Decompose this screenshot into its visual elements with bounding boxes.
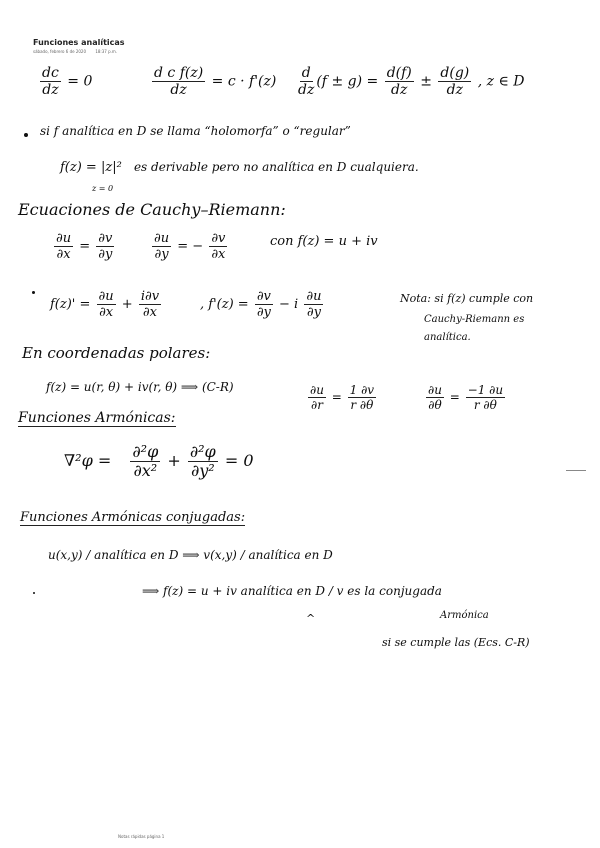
fp2-lhs: , f'(z) =	[200, 297, 249, 312]
bullet-dot-icon	[24, 133, 28, 137]
cr-equation-1	[52, 232, 116, 261]
fp2-b-den: ∂y	[306, 305, 321, 320]
polar-c-num: ∂u	[428, 383, 442, 397]
cr1-eq: =	[79, 239, 91, 254]
modulus-example	[60, 160, 419, 175]
laplace-a-num: ∂²φ	[132, 442, 159, 461]
rule-constant-rhs: = 0	[67, 73, 93, 90]
modulus-sub: z = 0	[92, 184, 114, 193]
derivative-formula-2	[200, 290, 325, 319]
polar-a-eq: =	[331, 390, 342, 404]
fp2-minus: − i	[279, 297, 299, 312]
note-line-2: Cauchy-Riemann es	[424, 314, 525, 325]
note-line-3: analítica.	[424, 332, 471, 343]
rule-sum	[296, 66, 524, 97]
polar-expression: f(z) = u(r, θ) + iv(r, θ) ⟹ (C-R)	[46, 380, 234, 394]
polar-b-den: r ∂θ	[350, 398, 374, 412]
harmonic-heading: Funciones Armónicas:	[18, 410, 176, 426]
cr-condition: con f(z) = u + iv	[270, 234, 378, 249]
polar-a-den: ∂r	[310, 398, 323, 412]
rule-constant-den: dz	[42, 82, 59, 98]
cr1-u-num: ∂u	[56, 231, 72, 246]
meta-date: sábado, febrero 6 de 2020	[33, 49, 87, 54]
rule-sum-f-num: d(f)	[386, 65, 412, 81]
conjugate-line-1: u(x,y) / analítica en D ⟹ v(x,y) / analítica en D	[48, 548, 333, 562]
rule-constant	[38, 66, 92, 97]
cr2-v-num: ∂v	[211, 231, 226, 246]
rule-sum-g-num: d(g)	[440, 65, 470, 81]
cauchy-riemann-heading: Ecuaciones de Cauchy–Riemann:	[18, 200, 286, 219]
fp-a-den: ∂x	[99, 305, 114, 320]
conjugate-line-3: Armónica	[440, 610, 489, 621]
rule-constant-num: dc	[42, 65, 59, 81]
cr1-v-den: ∂y	[98, 247, 113, 262]
polar-d-den: r ∂θ	[473, 398, 497, 412]
laplace-lhs: ∇²φ =	[64, 451, 112, 470]
page-meta	[33, 49, 125, 54]
fp-plus: +	[121, 297, 133, 312]
rule-sum-den: dz	[298, 82, 315, 98]
fp-a-num: ∂u	[98, 289, 114, 304]
cr1-u-den: ∂x	[56, 247, 71, 262]
margin-dash	[566, 470, 586, 471]
polar-c-eq: =	[449, 390, 460, 404]
rule-sum-f-den: dz	[391, 82, 408, 98]
conjugate-heading: Funciones Armónicas conjugadas:	[20, 510, 246, 525]
conjugate-line-2: ⟹ f(z) = u + iv analítica en D / v es la conjugada	[142, 584, 442, 598]
rule-sum-num: d	[301, 65, 311, 81]
rule-sum-expr: (f ± g)	[316, 73, 363, 90]
rule-sum-eq: =	[366, 73, 379, 90]
polar-b-num: 1 ∂v	[349, 383, 375, 397]
polar-c-den: ∂θ	[428, 398, 442, 412]
bullet-dot-icon-2	[32, 291, 35, 294]
cr2-u-den: ∂y	[154, 247, 169, 262]
laplace-equation	[64, 444, 254, 479]
laplace-plus: +	[167, 451, 181, 470]
modulus-expr: f(z) = |z|²	[60, 160, 122, 175]
laplace-rhs: = 0	[224, 451, 254, 470]
rule-scalar	[150, 66, 276, 97]
derivative-formula-1	[50, 290, 163, 319]
fp-b-den: ∂x	[142, 305, 157, 320]
fp2-b-num: ∂u	[306, 289, 322, 304]
bullet-dot-icon-3	[33, 592, 35, 594]
fp2-a-den: ∂y	[256, 305, 271, 320]
rule-scalar-den: dz	[170, 82, 187, 98]
fp-b-num: i∂v	[140, 289, 160, 304]
laplace-b-den: ∂y²	[190, 461, 215, 480]
polar-d-num: −1 ∂u	[467, 383, 504, 397]
cr2-eq: = −	[177, 239, 204, 254]
rule-sum-domain: , z ∈ D	[477, 73, 525, 90]
modulus-text: es derivable pero no analítica en D cualquiera.	[133, 160, 419, 174]
laplace-b-num: ∂²φ	[189, 442, 216, 461]
rule-sum-g-den: dz	[446, 82, 463, 98]
rule-scalar-rhs: = c · f'(z)	[211, 73, 277, 90]
cr2-v-den: ∂x	[211, 247, 226, 262]
note-line-1: Nota: si f(z) cumple con	[400, 292, 534, 305]
page-footer: Notas rápidas página 1	[118, 834, 165, 839]
page-title: Funciones analíticas	[33, 38, 125, 47]
laplace-a-den: ∂x²	[133, 461, 158, 480]
cr-equation-2	[150, 232, 229, 261]
cr2-u-num: ∂u	[154, 231, 170, 246]
caret-mark: ^	[306, 612, 316, 625]
meta-time: 18:37 p.m.	[95, 49, 118, 54]
polar-a-num: ∂u	[310, 383, 324, 397]
fp-lhs: f(z)' =	[50, 297, 91, 312]
polar-cr-2	[424, 384, 507, 411]
fp2-a-num: ∂v	[256, 289, 271, 304]
rule-scalar-num: d c f(z)	[154, 65, 204, 81]
cr1-v-num: ∂v	[98, 231, 113, 246]
polar-heading: En coordenadas polares:	[22, 344, 211, 362]
conjugate-line-4: si se cumple las (Ecs. C-R)	[382, 636, 530, 649]
holomorphic-note: si f analítica en D se llama “holomorfa” o “regular”	[40, 124, 351, 138]
rule-sum-pm: ±	[420, 73, 432, 90]
polar-cr-1	[306, 384, 378, 411]
